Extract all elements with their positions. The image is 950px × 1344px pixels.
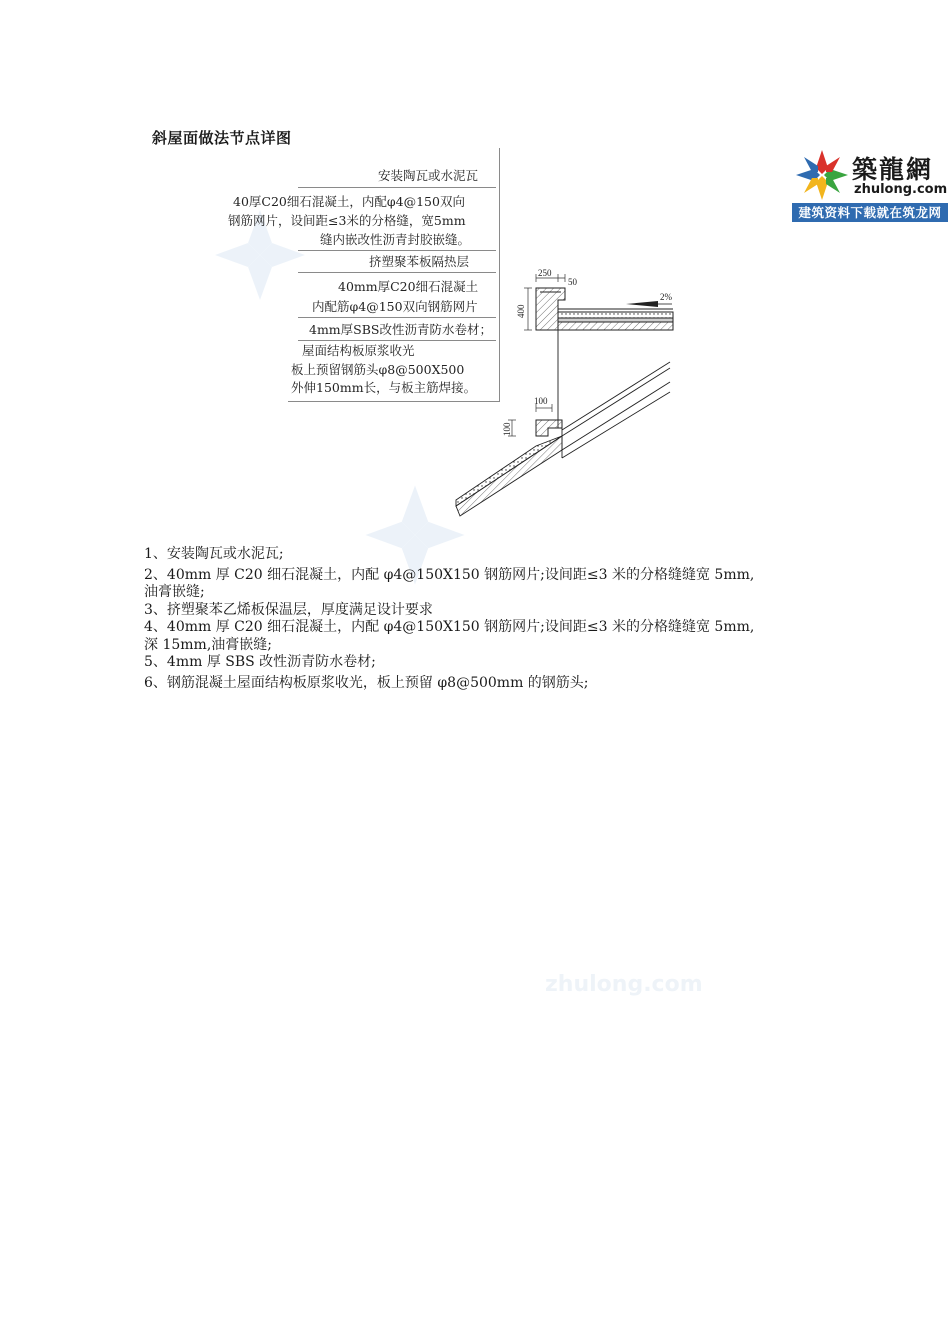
annotation-concrete-top-3: 缝内嵌改性沥青封胶嵌缝。 <box>320 232 471 247</box>
logo-domain: zhulong.com <box>854 182 948 197</box>
note-line: 6、钢筋混凝土屋面结构板原浆收光，板上预留 φ8@500mm 的钢筋头; <box>144 674 589 691</box>
upper-gutter <box>536 288 673 330</box>
note-line: 油膏嵌缝; <box>144 584 205 600</box>
annotation-rebar-stub: 板上预留钢筋头φ8@500X500 <box>291 362 465 377</box>
annotation-rebar-stub-2: 外伸150mm长，与板主筋焊接。 <box>291 380 477 395</box>
lower-gutter <box>536 420 562 436</box>
annotation-concrete-base: 40mm厚C20细石混凝土 <box>338 279 479 294</box>
note-line: 4、40mm 厚 C20 细石混凝土，内配 φ4@150X150 钢筋网片;设间距≤3 米的分格缝缝宽 5mm, <box>144 619 755 635</box>
note-line: 深 15mm,油膏嵌缝; <box>144 636 272 653</box>
note-line: 1、安装陶瓦或水泥瓦; <box>144 546 284 562</box>
slope-label: 2% <box>660 292 672 302</box>
dim-100-side: 100 <box>502 422 512 436</box>
note-line: 3、挤塑聚苯乙烯板保温层，厚度满足设计要求 <box>144 601 433 618</box>
zhulong-logo[interactable] <box>792 148 948 222</box>
annotation-concrete-top: 40厚C20细石混凝土，内配φ4@150双向 <box>233 194 465 209</box>
page-title: 斜屋面做法节点详图 <box>152 129 292 147</box>
dim-100-top: 100 <box>534 396 548 406</box>
construction-notes <box>144 546 824 692</box>
annotation-tile: 安装陶瓦或水泥瓦 <box>378 168 479 183</box>
annotation-rule <box>298 250 496 251</box>
zhulong-flower-icon <box>794 148 850 202</box>
roof-detail-drawing <box>440 260 680 525</box>
annotation-rule <box>298 187 496 188</box>
logo-chinese-name: 築龍網 <box>852 155 934 184</box>
annotation-concrete-base-2: 内配筋φ4@150双向钢筋网片 <box>312 299 478 314</box>
dim-400: 400 <box>516 304 526 318</box>
annotation-sbs-membrane: 4mm厚SBS改性沥青防水卷材； <box>309 322 492 337</box>
annotation-insulation: 挤塑聚苯板隔热层 <box>369 254 470 269</box>
sloped-roof <box>456 362 670 516</box>
note-line: 2、40mm 厚 C20 细石混凝土，内配 φ4@150X150 钢筋网片;设间距≤3 米的分格缝缝宽 5mm, <box>144 566 755 583</box>
logo-slogan: 建筑资料下载就在筑龙网 <box>792 203 948 222</box>
dim-250: 250 <box>538 268 552 278</box>
annotation-concrete-top-2: 钢筋网片，设间距≤3米的分格缝，宽5mm <box>228 213 466 228</box>
watermark-text: zhulong.com <box>545 972 703 997</box>
annotation-structural-slab: 屋面结构板原浆收光 <box>302 343 415 358</box>
note-line: 5、4mm 厚 SBS 改性沥青防水卷材; <box>144 654 376 670</box>
dim-50: 50 <box>568 277 577 287</box>
